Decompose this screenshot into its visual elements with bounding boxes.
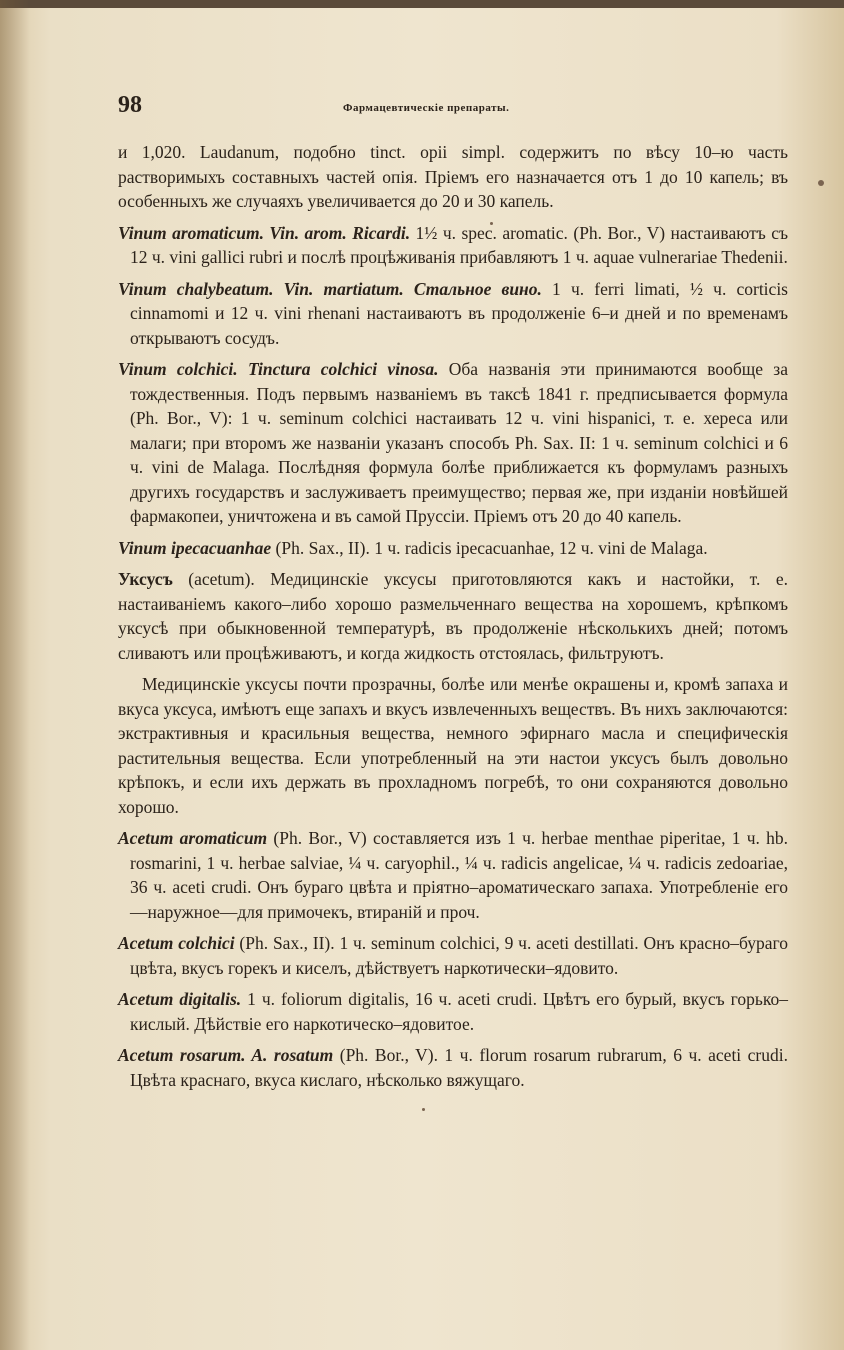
entry-text: Оба названія эти принимаются вообще за тождественныя. Подъ первымъ названіемъ въ таксѣ 1841 г. предписывается формула (Ph. Bor., V): 1 ч. seminum colchici настаивать 12 ч. vini hispanici, т. е. хереса или малаги; при второмъ же названіи указанъ способъ Ph. Sax. II: 1 ч. seminum colchici и 6 ч. vini de Malaga. Послѣдняя формула болѣе приближается къ формуламъ разныхъ другихъ государствъ и заслуживаетъ преимущество; первая же, при изданіи новѣйшей фармакопеи, уничтожена и въ самой Пруссіи. Пріемъ отъ 20 до 40 капель. — [130, 359, 788, 526]
paragraph-continuation — [118, 140, 788, 214]
entry-term: Vinum colchici. Tinctura colchici vinosa. — [118, 359, 439, 379]
entry-term: Acetum aromaticum — [118, 828, 268, 848]
paragraph-text: и 1,020. Laudanum, подобно tinct. opii simpl. содержитъ по вѣсу 10–ю часть растворимыхъ составныхъ частей опія. Пріемъ его назначается отъ 1 до 10 капель; въ особенныхъ же случаяхъ увеличивается до 20 и 30 капель. — [118, 142, 788, 211]
entry-term: Vinum aromaticum. Vin. arom. Ricardi. — [118, 222, 411, 243]
section-heading: Уксусъ — [118, 569, 173, 589]
page-spine-shadow — [0, 0, 30, 1350]
running-title: Фармацевтическіе препараты. — [343, 102, 510, 114]
entry-term: Vinum ipecacuanhae — [118, 537, 272, 558]
entry-acetum-rosarum — [118, 1043, 788, 1092]
entry-text: (Ph. Sax., II). 1 ч. seminum colchici, 9 ч. aceti destillati. Онъ красно–бураго цвѣта, вкусъ горекъ и киселъ, дѣйствуетъ наркотически–ядовито. — [130, 933, 788, 978]
entry-term: Acetum digitalis. — [118, 989, 242, 1009]
entry-text: 1 ч. ferri limati, ½ ч. corticis cinnamomi и 12 ч. vini rhenani настаиваютъ въ продолженіе 6–и дней и по временамъ открываютъ сосудъ. — [130, 278, 788, 348]
entry-term: Acetum colchici — [118, 933, 235, 953]
section-acetum-intro — [118, 567, 788, 665]
entry-text: 1 ч. foliorum digitalis, 16 ч. aceti crudi. Цвѣтъ его бурый, вкусъ горько–кислый. Дѣйствіе его наркотическо–ядовитое. — [130, 989, 788, 1034]
section-text: (acetum). Медицинскіе уксусы приготовляются какъ и настойки, т. е. настаиваніемъ какого–либо хорошо размельченнаго вещества на хорошемъ, крѣпкомъ уксусѣ при обыкновенной температурѣ, въ продолженіе нѣсколькихъ дней; потомъ сливаютъ или процѣживаютъ, и когда жидкость отстоялась, фильтруютъ. — [118, 569, 788, 663]
page-body — [118, 140, 788, 1099]
entry-acetum-digitalis — [118, 987, 788, 1036]
page-top-edge — [0, 0, 844, 8]
entry-vinum-aromaticum — [118, 221, 788, 270]
entry-text: (Ph. Sax., II). 1 ч. radicis ipecacuanhae, 12 ч. vini de Malaga. — [271, 537, 708, 558]
entry-text: (Ph. Bor., V). 1 ч. florum rosarum rubrarum, 6 ч. aceti crudi. Цвѣта краснаго, вкуса кислаго, нѣсколько вяжущаго. — [130, 1045, 788, 1090]
entry-vinum-colchici — [118, 357, 788, 529]
entry-term: Vinum chalybeatum. Vin. martiatum. Стальное вино. — [118, 278, 542, 299]
entry-vinum-ipecacuanhae — [118, 536, 788, 561]
entry-term: Acetum rosarum. A. rosatum — [118, 1045, 334, 1065]
paragraph-acetum-properties — [118, 672, 788, 819]
entry-acetum-aromaticum — [118, 826, 788, 924]
entry-text: (Ph. Bor., V) составляется изъ 1 ч. herbae menthae piperitae, 1 ч. hb. rosmarini, 1 ч. herbae salviae, ¼ ч. caryophil., ¼ ч. radicis angelicae, ¼ ч. radicis zedoariae, 36 ч. aceti crudi. Онъ бураго цвѣта и пріятно–ароматическаго запаха. Употребленіе его—наружное—для примочекъ, втираній и проч. — [130, 828, 788, 922]
entry-text: 1½ ч. spec. aromatic. (Ph. Bor., V) настаиваютъ съ 12 ч. vini gallici rubri и послѣ процѣживанія прибавляютъ 1 ч. aquae vulnerariae Thedenii. — [130, 222, 789, 267]
paragraph-text: Медицинскіе уксусы почти прозрачны, болѣе или менѣе окрашены и, кромѣ запаха и вкуса уксуса, имѣютъ еще запахъ и вкусъ извлеченныхъ веществъ. Въ нихъ заключаются: экстрактивныя и красильныя вещества, немного эфирнаго масла и специфическія растительныя вещества. Если употребленный на эти настои уксусъ былъ довольно крѣпокъ, и если ихъ держать въ прохладномъ погребѣ, то они сохраняются довольно хорошо. — [118, 674, 788, 817]
page-header — [118, 92, 788, 120]
entry-vinum-chalybeatum — [118, 277, 788, 351]
ink-speck — [818, 180, 824, 186]
ink-speck — [422, 1108, 425, 1111]
entry-acetum-colchici — [118, 931, 788, 980]
page-number: 98 — [118, 92, 142, 118]
